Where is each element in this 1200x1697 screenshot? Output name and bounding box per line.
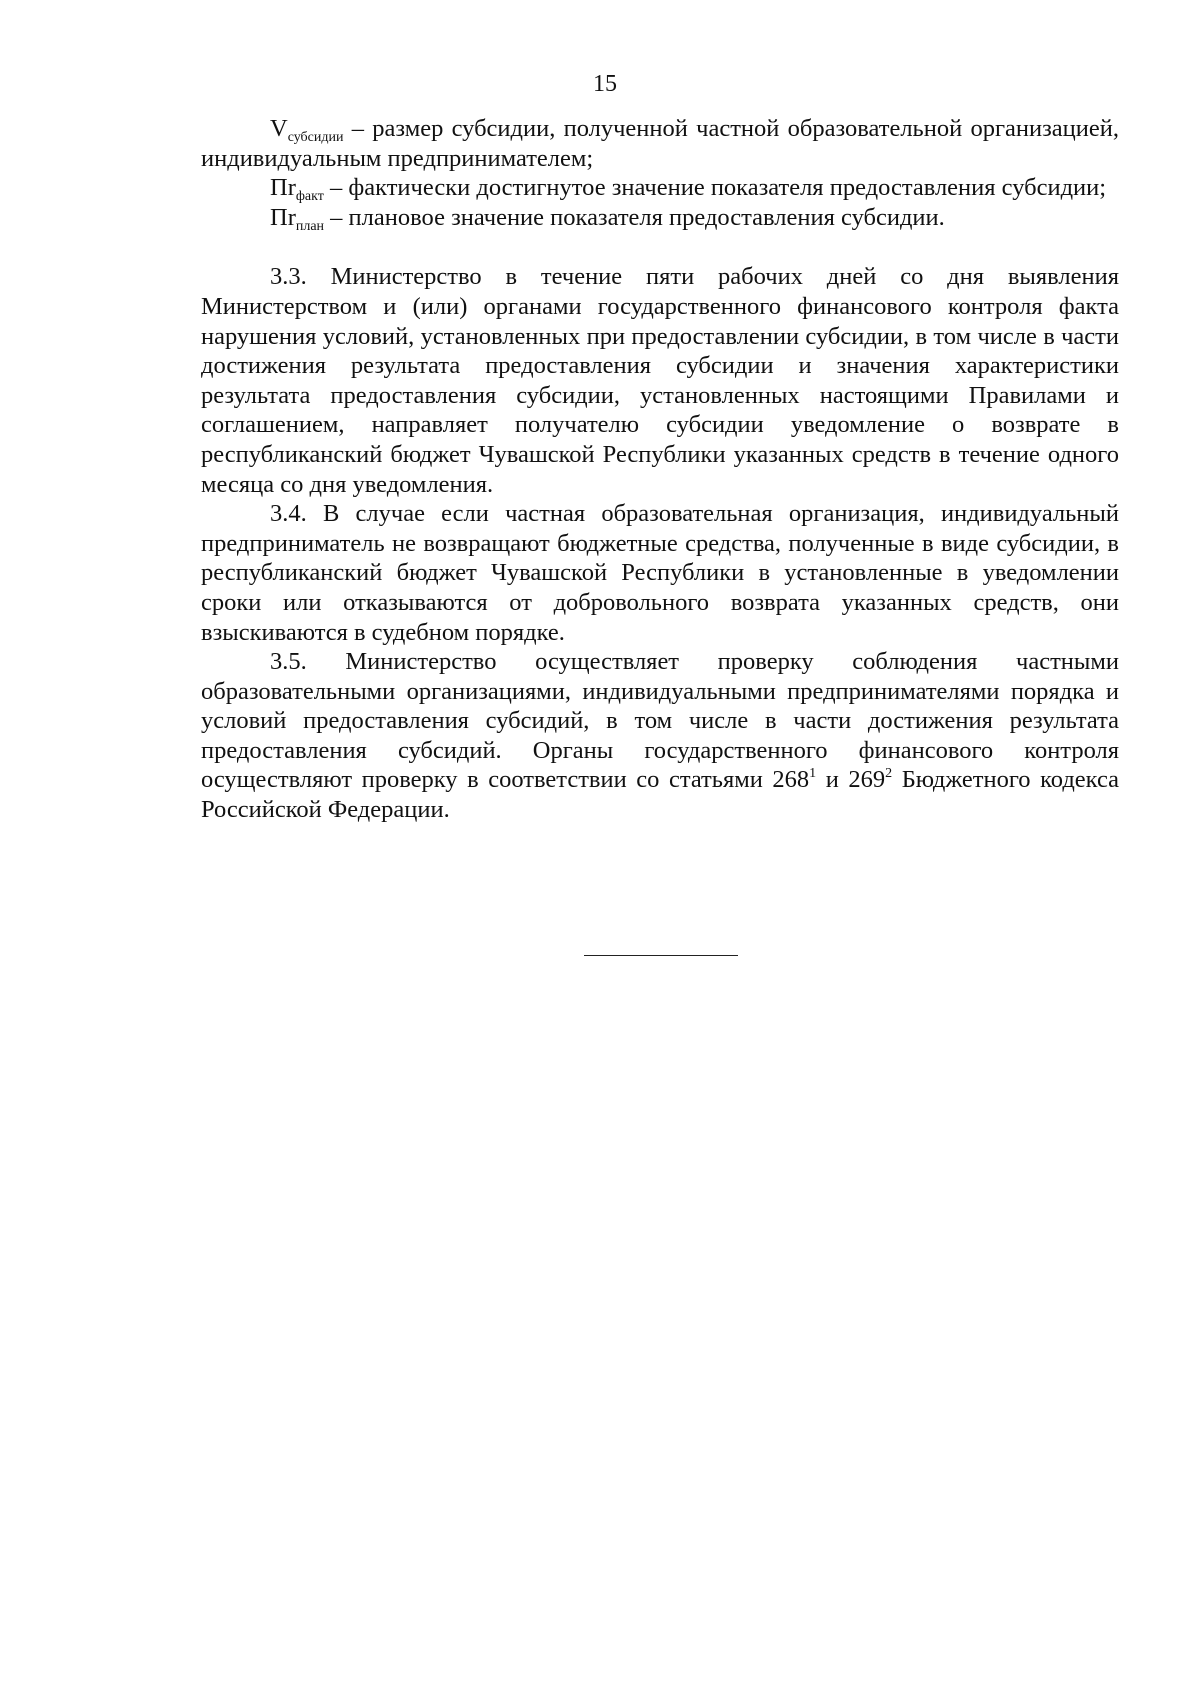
section-3-5-paragraph: [201, 647, 1119, 825]
definition-symbol: V: [270, 115, 288, 142]
definition-text: – фактически достигнутое значение показателя предоставления субсидии;: [323, 174, 1107, 202]
definition-actual-value: [201, 173, 1119, 203]
article-number: 268: [772, 766, 810, 794]
section-3-5-text: 3.5. Министерство осуществляет проверку соблюдения частными образовательными организациями, индивидуальными предпринимателями порядка и условий предоставления субсидий, в том числе в части достижения результата предоставления субсидий. Органы государственного финансового контроля осуществляют проверку в соответствии со статьями: [201, 648, 1119, 794]
section-3-5-text-end: Бюджетного кодекса Российской Федерации.: [201, 766, 1119, 824]
section-3-4-paragraph: 3.4. В случае если частная образовательная организация, индивидуальный предприниматель не возвращают бюджетные средства, полученные в виде субсидии, в республиканский бюджет Чувашской Республики в установленные в уведомлении сроки или отказываются от добровольного возврата указанных средств, они взыскиваются в судебном порядке.: [201, 500, 1119, 646]
paragraph-spacer: [201, 232, 1119, 262]
definition-text: – размер субсидии, полученной частной образовательной организацией, индивидуальным предпринимателем;: [201, 115, 1119, 172]
definition-subscript: план: [295, 218, 325, 234]
article-superscript: 2: [885, 766, 893, 782]
section-3-3-paragraph: 3.3. Министерство в течение пяти рабочих дней со дня выявления Министерством и (или) органами государственного финансового контроля факта нарушения условий, установленных при предоставлении субсидии, в том числе в части достижения результата предоставления субсидии и значения характеристики результата предоставления субсидии, установленных настоящими Правилами и соглашением, направляет получателю субсидии уведомление о возврате в республиканский бюджет Чувашской Республики указанных средств в течение одного месяца со дня уведомления.: [201, 263, 1119, 498]
definition-subsidy-amount: [201, 114, 1119, 173]
definition-symbol: Пr: [270, 174, 296, 202]
document-body: [201, 114, 1119, 825]
definition-text: – плановое значение показателя предоставления субсидии.: [324, 203, 945, 231]
page-number: 15: [593, 71, 617, 97]
definition-subscript: субсидии: [287, 130, 344, 145]
end-separator-line: [584, 955, 738, 956]
definition-symbol: Пr: [270, 203, 296, 231]
article-superscript: 1: [809, 766, 817, 782]
conjunction-text: и: [816, 766, 849, 794]
definition-planned-value: [201, 203, 1119, 233]
article-number: 269: [848, 766, 886, 794]
definition-subscript: факт: [295, 189, 324, 205]
